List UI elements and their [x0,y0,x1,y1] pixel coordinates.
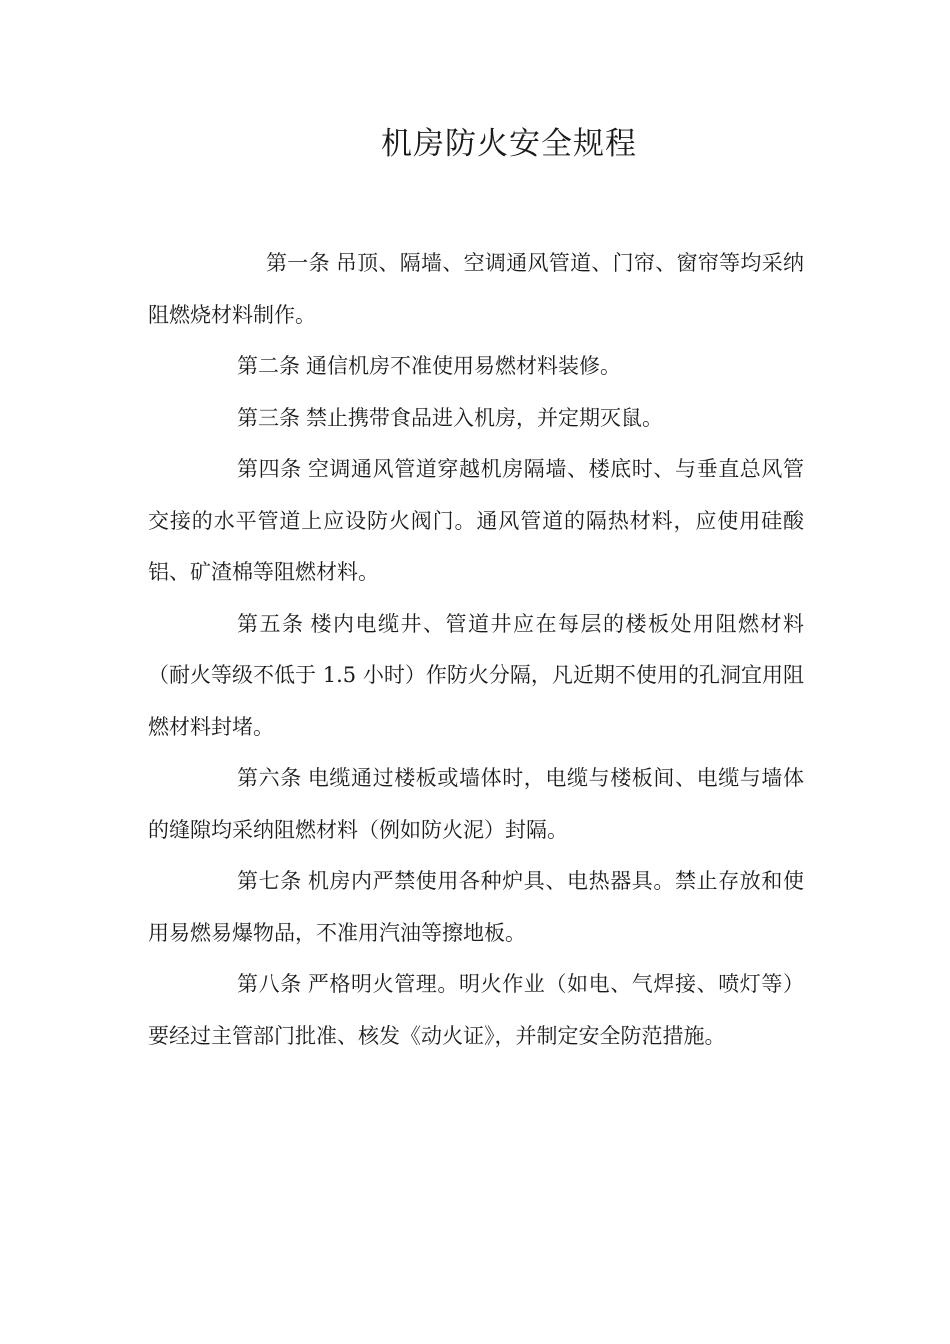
clause-label: 第一条 [266,251,330,275]
clause-text: 空调通风管道穿越机房隔墙、楼底时、与垂直总风管交接的水平管道上应设防火阀门。通风管道的隔热材料，应使用硅酸铝、矿渣棉等阻燃材料。 [148,457,805,584]
clause-4 [148,444,804,599]
clause-text: 严格明火管理。明火作业（如电、气焊接、喷灯等）要经过主管部门批准、核发《动火证》，并制定安全防范措施。 [148,972,805,1048]
clause-label: 第四条 [237,457,302,481]
clause-7 [148,856,804,959]
document-title: 机房防火安全规程 [381,126,637,162]
clause-text: 通信机房不准使用易燃材料装修。 [306,354,621,378]
clause-label: 第八条 [237,972,302,996]
clause-3 [148,393,804,445]
document-body [148,238,804,1062]
clause-text: 机房内严禁使用各种炉具、电热器具。禁止存放和使用易燃易爆物品，不准用汽油等擦地板。 [148,869,805,945]
clause-text: 楼内电缆井、管道井应在每层的楼板处用阻燃材料（耐火等级不低于 1.5 小时）作防火分隔，凡近期不使用的孔洞宜用阻燃材料封堵。 [148,611,804,739]
clause-label: 第七条 [237,869,302,893]
clause-text: 电缆通过楼板或墙体时，电缆与楼板间、电缆与墙体的缝隙均采纳阻燃材料（例如防火泥）封隔。 [148,766,805,842]
clause-text: 禁止携带食品进入机房，并定期灭鼠。 [306,405,663,430]
clause-2 [148,341,804,393]
clause-label: 第三条 [237,405,300,430]
clause-6 [148,753,804,856]
clause-label: 第二条 [237,354,300,378]
clause-label: 第五条 [237,611,305,636]
clause-1 [148,238,804,341]
clause-label: 第六条 [237,766,302,790]
clause-5 [148,599,804,754]
clause-8 [148,959,804,1062]
clause-text: 吊顶、隔墙、空调通风管道、门帘、窗帘等均采纳阻燃烧材料制作。 [148,251,804,327]
